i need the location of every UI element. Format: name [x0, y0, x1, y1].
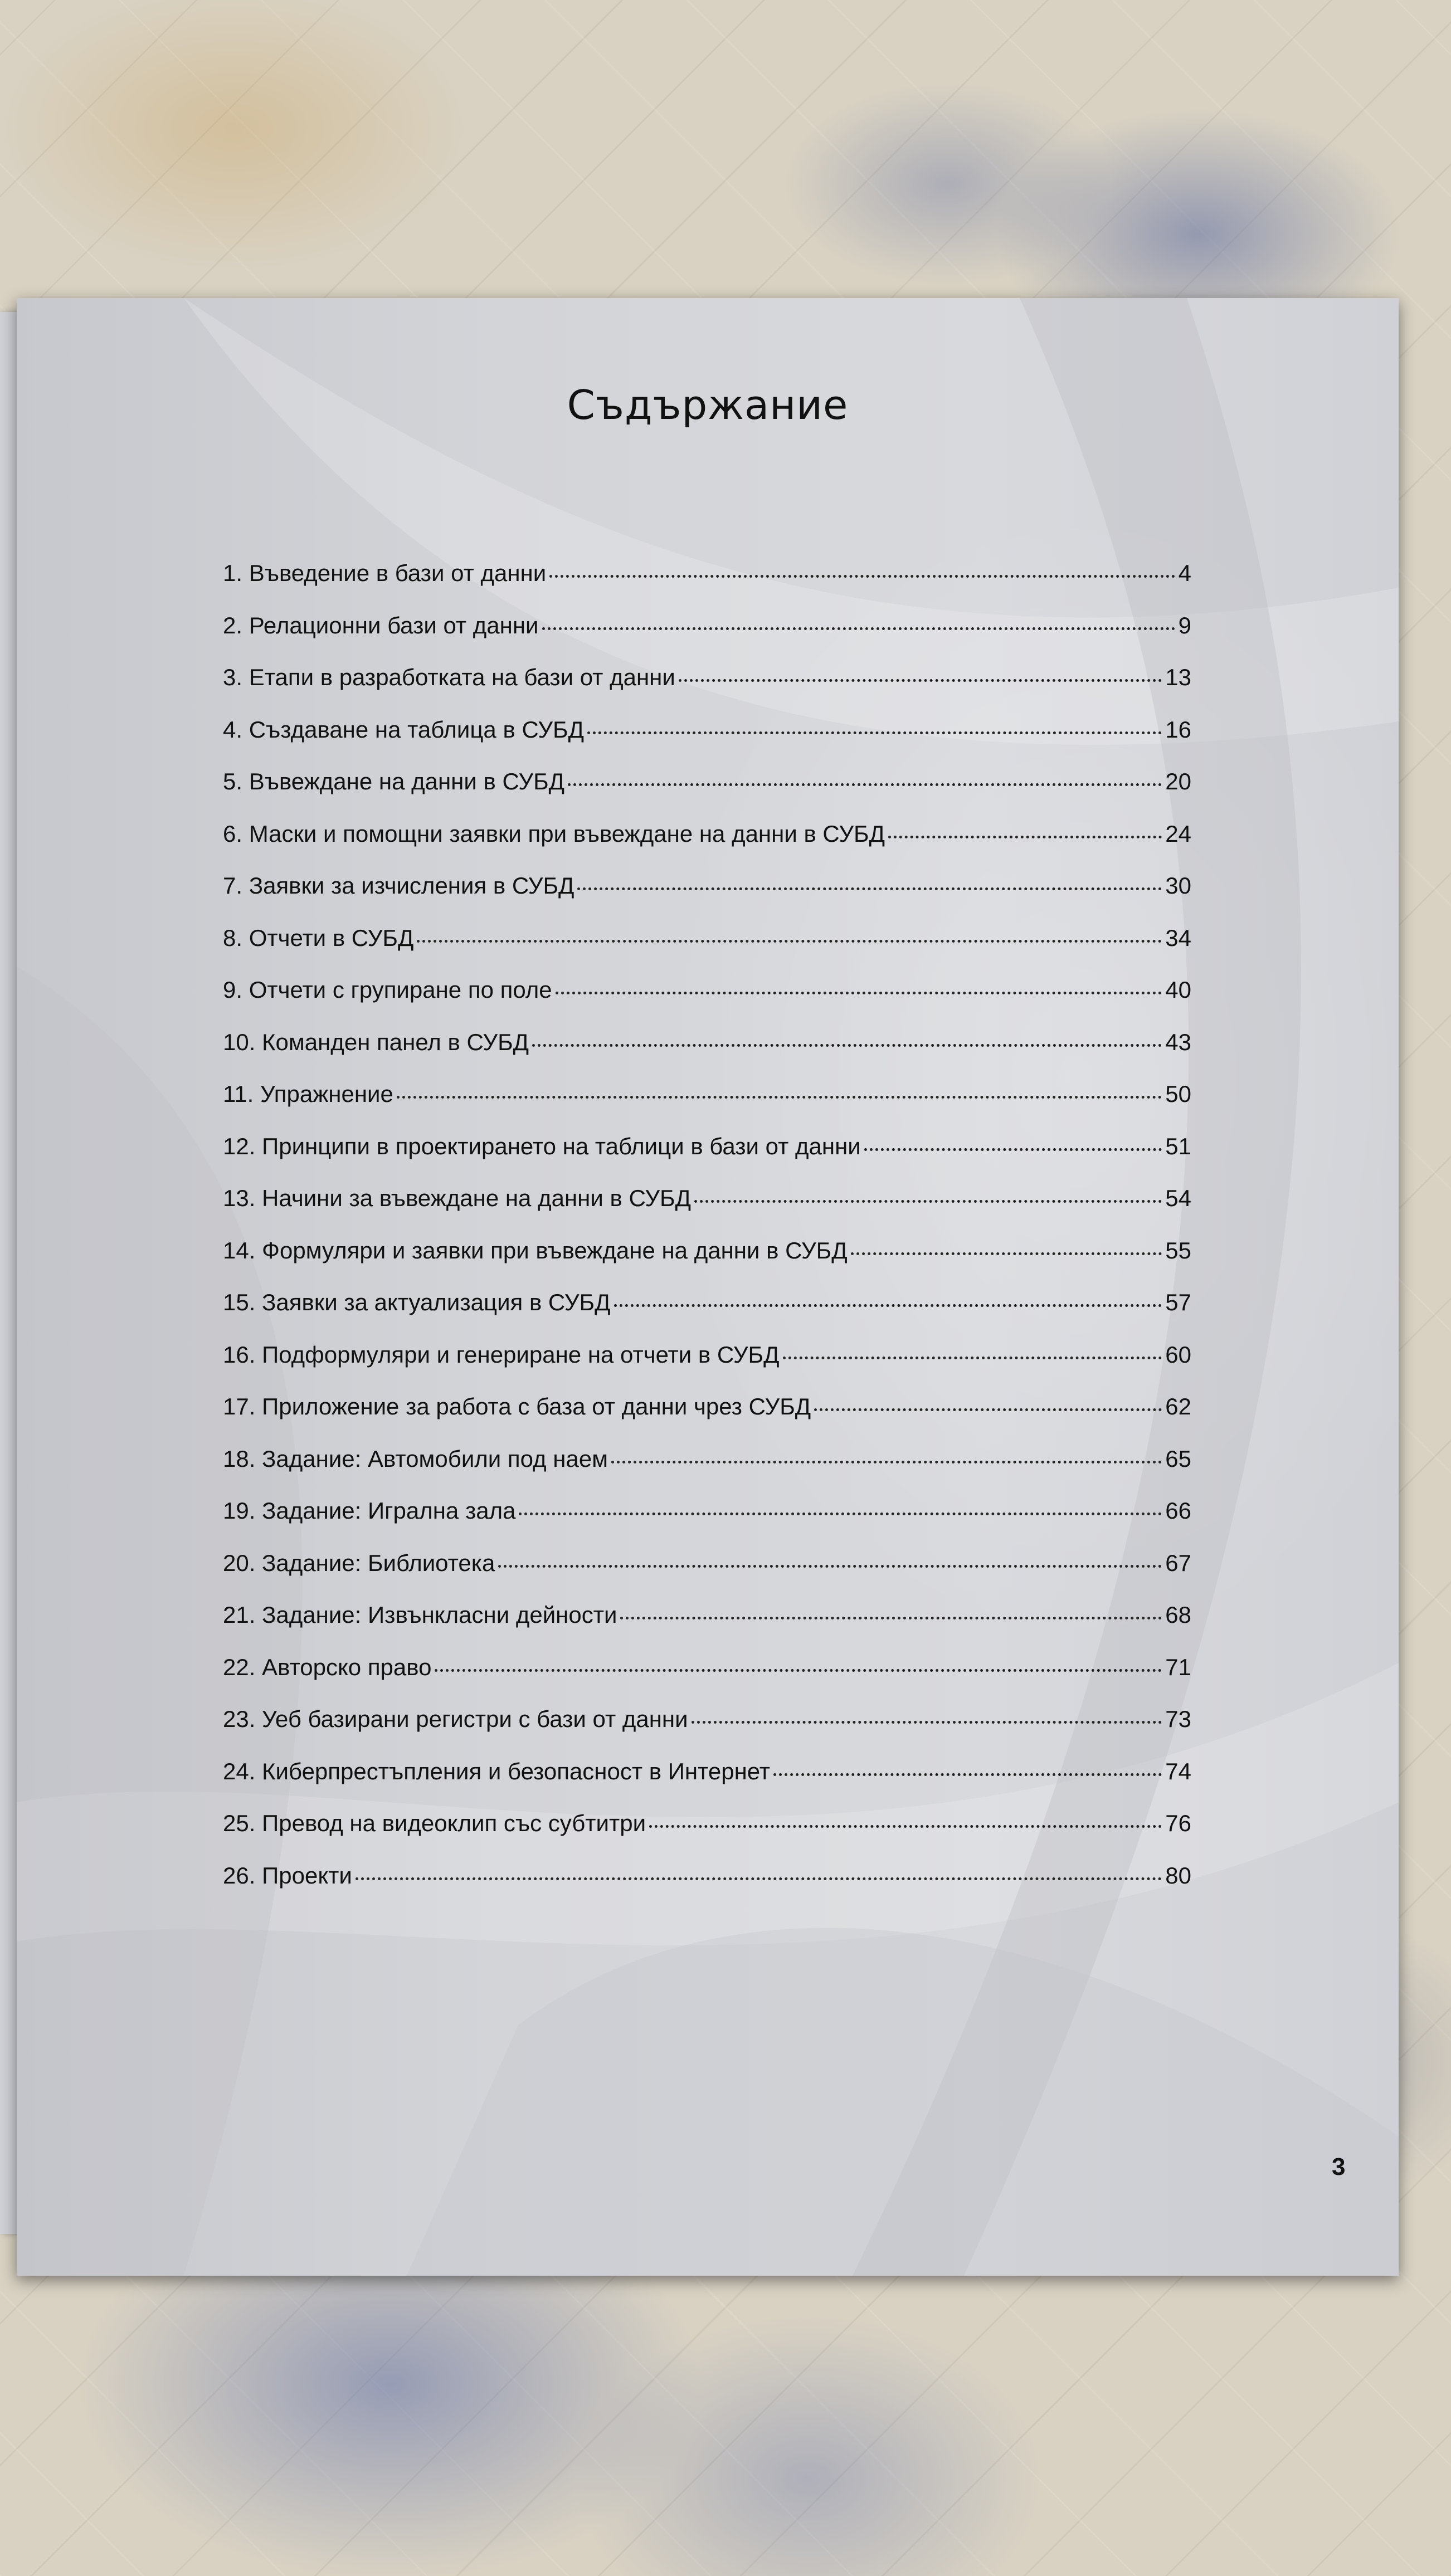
- toc-entry-page: 80: [1165, 1862, 1191, 1889]
- toc-dot-leader: [435, 1669, 1162, 1672]
- toc-dot-leader: [888, 836, 1162, 838]
- toc-entry-label: 2. Релационни бази от данни: [223, 612, 539, 638]
- toc-dot-leader: [649, 1825, 1162, 1828]
- toc-entry-label: 14. Формуляри и заявки при въвеждане на данни в СУБД: [223, 1237, 848, 1263]
- toc-entry: [223, 1133, 1191, 1185]
- toc-entry-page: 67: [1165, 1549, 1191, 1576]
- toc-entry-label: 10. Команден панел в СУБД: [223, 1028, 529, 1055]
- toc-dot-leader: [532, 1044, 1162, 1047]
- toc-dot-leader: [694, 1200, 1162, 1203]
- toc-entry-page: 65: [1165, 1445, 1191, 1472]
- toc-entry-page: 68: [1165, 1602, 1191, 1628]
- toc-dot-leader: [417, 940, 1162, 943]
- toc-entry-page: 73: [1165, 1706, 1191, 1732]
- toc-entry-label: 20. Задание: Библиотека: [223, 1549, 495, 1576]
- toc-entry-label: 8. Отчети в СУБД: [223, 924, 414, 951]
- toc-entry: [223, 1393, 1191, 1446]
- toc-dot-leader: [356, 1877, 1162, 1880]
- toc-dot-leader: [556, 992, 1162, 994]
- toc-entry: [223, 1497, 1191, 1550]
- toc-entry-label: 17. Приложение за работа с база от данни чрез СУБД: [223, 1393, 811, 1419]
- toc-entry-page: 62: [1165, 1393, 1191, 1419]
- toc-entry-page: 57: [1165, 1289, 1191, 1315]
- toc-dot-leader: [498, 1565, 1162, 1568]
- toc-entry-label: 12. Принципи в проектирането на таблици в бази от данни: [223, 1133, 861, 1159]
- page-number: 3: [1332, 2153, 1346, 2180]
- toc-dot-leader: [783, 1357, 1162, 1359]
- toc-entry-label: 13. Начини за въвеждане на данни в СУБД: [223, 1185, 692, 1211]
- toc-entry-label: 19. Задание: Игрална зала: [223, 1497, 516, 1524]
- toc-entry: [223, 1654, 1191, 1706]
- toc-entry: [223, 1081, 1191, 1133]
- toc-entry-label: 7. Заявки за изчисления в СУБД: [223, 872, 574, 899]
- toc-entry: [223, 925, 1191, 977]
- toc-entry: [223, 612, 1191, 665]
- toc-entry-page: 16: [1165, 716, 1191, 743]
- toc-dot-leader: [679, 679, 1162, 682]
- toc-entry: [223, 768, 1191, 821]
- toc-dot-leader: [519, 1513, 1162, 1515]
- toc-entry-label: 26. Проекти: [223, 1862, 352, 1889]
- toc-entry-page: 51: [1165, 1133, 1191, 1159]
- toc-dot-leader: [620, 1617, 1162, 1619]
- toc-entry: [223, 1289, 1191, 1341]
- toc-entry-label: 4. Създаване на таблица в СУБД: [223, 716, 585, 743]
- toc-entry-label: 11. Упражнение: [223, 1081, 393, 1107]
- toc-dot-leader: [814, 1408, 1162, 1411]
- toc-entry-label: 16. Подформуляри и генериране на отчети в СУБД: [223, 1341, 780, 1368]
- toc-entry: [223, 1341, 1191, 1394]
- toc-dot-leader: [773, 1773, 1162, 1776]
- toc-entry-label: 3. Етапи в разработката на бази от данни: [223, 664, 675, 690]
- toc-dot-leader: [397, 1096, 1162, 1099]
- toc-entry-page: 40: [1165, 977, 1191, 1003]
- toc-entry-page: 9: [1178, 612, 1191, 638]
- toc-entry: [223, 821, 1191, 873]
- toc-dot-leader: [542, 627, 1175, 630]
- toc-entry-page: 30: [1165, 872, 1191, 899]
- toc-dot-leader: [614, 1304, 1162, 1307]
- toc-entry: [223, 1237, 1191, 1290]
- toc-entry-page: 13: [1165, 664, 1191, 690]
- toc-entry-label: 6. Маски и помощни заявки при въвеждане на данни в СУБД: [223, 820, 885, 847]
- toc-entry: [223, 1446, 1191, 1498]
- toc-entry-page: 60: [1165, 1341, 1191, 1368]
- toc-entry-page: 66: [1165, 1497, 1191, 1524]
- toc-dot-leader: [587, 731, 1162, 734]
- toc-entry: [223, 1602, 1191, 1654]
- toc-entry-page: 76: [1165, 1810, 1191, 1836]
- toc-entry-page: 34: [1165, 924, 1191, 951]
- toc-entry: [223, 1185, 1191, 1237]
- toc-entry-label: 9. Отчети с групиране по поле: [223, 977, 552, 1003]
- toc-entry-label: 5. Въвеждане на данни в СУБД: [223, 768, 565, 794]
- toc-entry: [223, 1862, 1191, 1915]
- toc-entry-label: 25. Превод на видеоклип със субтитри: [223, 1810, 646, 1836]
- toc-entry: [223, 1706, 1191, 1758]
- toc-entry-label: 21. Задание: Извънкласни дейности: [223, 1602, 617, 1628]
- toc-entry-label: 22. Авторско право: [223, 1653, 432, 1680]
- toc-entry-label: 24. Киберпрестъпления и безопасност в Интернет: [223, 1758, 770, 1784]
- toc-entry: [223, 872, 1191, 925]
- toc-entry-page: 55: [1165, 1237, 1191, 1263]
- toc-entry: [223, 1810, 1191, 1862]
- toc-dot-leader: [864, 1148, 1162, 1151]
- toc-dot-leader: [577, 887, 1162, 890]
- toc-entry-page: 74: [1165, 1758, 1191, 1784]
- toc-dot-leader: [611, 1461, 1162, 1463]
- toc-entry-label: 18. Задание: Автомобили под наем: [223, 1445, 608, 1472]
- toc-entry: [223, 1029, 1191, 1081]
- toc-entry-page: 4: [1178, 560, 1191, 586]
- toc-entry-page: 43: [1165, 1028, 1191, 1055]
- toc-entry-page: 50: [1165, 1081, 1191, 1107]
- toc-entry: [223, 664, 1191, 716]
- toc-entry: [223, 1758, 1191, 1811]
- toc-entry-page: 54: [1165, 1185, 1191, 1211]
- toc-entry-page: 24: [1165, 820, 1191, 847]
- toc-entry-label: 1. Въведение в бази от данни: [223, 560, 547, 586]
- table-of-contents: [223, 560, 1191, 1914]
- document-page: [17, 298, 1399, 2276]
- toc-entry-page: 20: [1165, 768, 1191, 794]
- toc-entry: [223, 560, 1191, 612]
- toc-dot-leader: [692, 1721, 1162, 1724]
- toc-entry: [223, 1550, 1191, 1602]
- toc-dot-leader: [549, 575, 1175, 578]
- toc-dot-leader: [568, 783, 1162, 786]
- toc-dot-leader: [851, 1252, 1162, 1255]
- toc-entry-label: 23. Уеб базирани регистри с бази от данни: [223, 1706, 688, 1732]
- toc-entry: [223, 716, 1191, 769]
- toc-entry: [223, 977, 1191, 1029]
- page-title: Съдържание: [567, 382, 849, 428]
- toc-entry-label: 15. Заявки за актуализация в СУБД: [223, 1289, 611, 1315]
- toc-entry-page: 71: [1165, 1653, 1191, 1680]
